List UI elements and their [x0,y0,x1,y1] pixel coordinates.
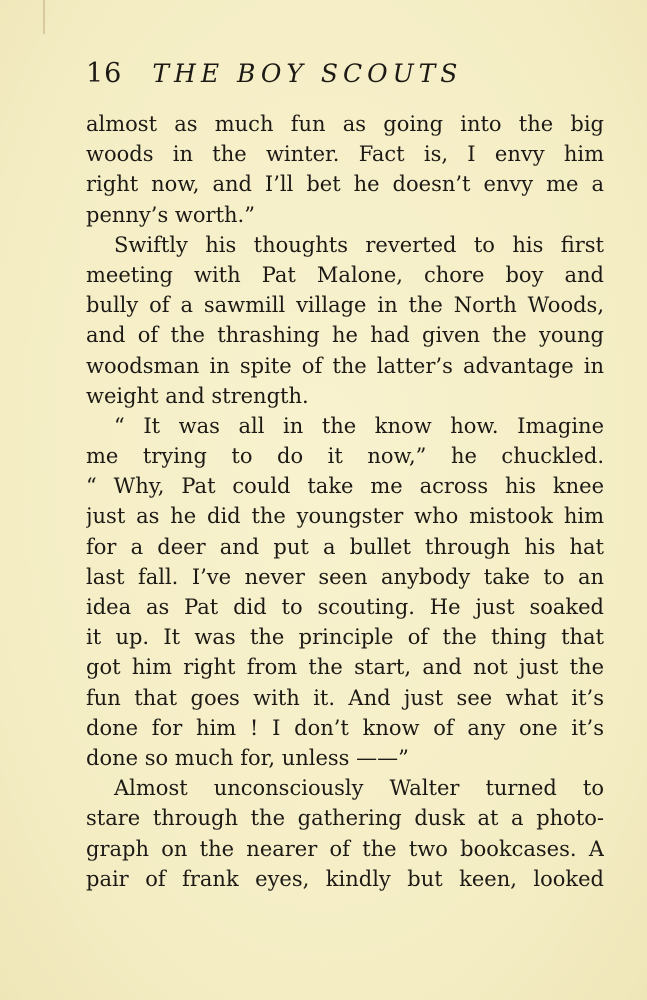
text-line: and of the thrashing he had given the young [86,323,604,348]
page-header [86,58,606,94]
text-line: Swiftly his thoughts reverted to his first [114,232,604,257]
text-line: me trying to do it now,” he chuckled. [86,444,604,469]
text-line: done so much for, unless ——” [86,745,409,770]
text-line: almost as much fun as going into the big [86,112,604,136]
text-line: right now, and I’ll bet he doesn’t envy me a [86,172,604,197]
text-line: idea as Pat did to scouting. He just soaked [86,595,604,619]
text-line: just as he did the youngster who mistook him [86,504,604,529]
text-line: for a deer and put a bullet through his hat [86,534,604,559]
body-text [86,109,604,894]
text-line: got him right from the start, and not just the [86,655,604,680]
text-line: “ Why, Pat could take me across his knee [86,474,604,499]
running-title: THE BOY SCOUTS [152,59,463,88]
page-number: 16 [86,58,123,89]
text-line: fun that goes with it. And just see what it’s [86,685,604,710]
text-line: weight and strength. [86,383,309,408]
page-edge-mark [43,0,45,34]
text-line: penny’s worth.” [86,202,255,227]
text-line: “ It was all in the know how. Imagine [114,413,604,438]
text-line: pair of frank eyes, kindly but keen, looked [86,866,604,891]
text-line: woodsman in spite of the latter’s advantage in [86,353,604,378]
text-line: meeting with Pat Malone, chore boy and [86,262,604,287]
text-line: bully of a sawmill village in the North Woods, [86,293,604,318]
text-line: last fall. I’ve never seen anybody take to an [86,564,604,589]
text-line: it up. It was the principle of the thing that [86,625,604,650]
text-line: stare through the gathering dusk at a photo- [86,806,604,831]
text-line: Almost unconsciously Walter turned to [114,776,604,801]
text-line: done for him ! I don’t know of any one it’s [86,715,604,740]
text-line: woods in the winter. Fact is, I envy him [86,142,604,167]
text-line: graph on the nearer of the two bookcases. A [86,836,604,861]
